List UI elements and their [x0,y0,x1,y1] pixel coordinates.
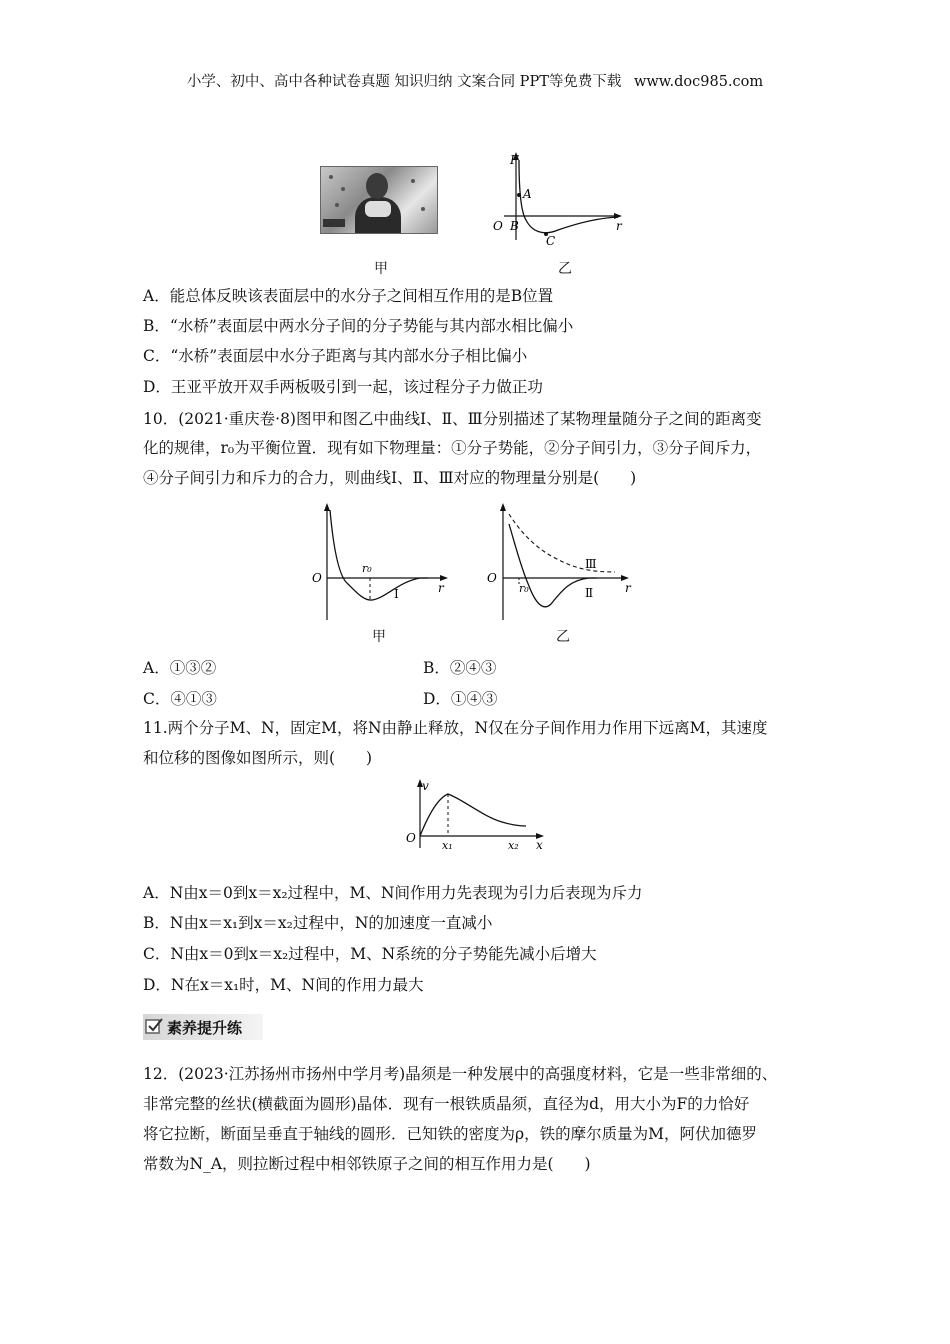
q10-fig-yi-caption: 乙 [556,629,570,645]
q10-graph-yi [485,500,635,622]
header-text: 小学、初中、高中各种试卷真题 知识归纳 文案合同 PPT等免费下载 [186,74,622,90]
q10-option-a: A．①③② [143,659,217,677]
q11-velocity-graph [402,776,552,856]
q9-fig-jia-caption: 甲 [374,261,388,277]
header-url[interactable]: www.doc985.com [633,74,764,90]
q11-label-v: v [422,779,429,793]
q11-label-x2: x₂ [508,839,519,852]
q12-stem-line2: 非常完整的丝状(横截面为圆形)晶体．现有一根铁质晶须，直径为d，用大小为F的力恰好 [143,1095,750,1113]
q10-stem-line2: 化的规律，r₀为平衡位置．现有如下物理量：①分子势能，②分子间引力，③分子间斥力， [143,439,762,457]
space-photo-image [320,166,438,234]
q9-label-O: O [493,219,503,233]
q9-force-graph [488,150,628,245]
q11-label-O: O [406,831,416,845]
q9-label-B: B [510,219,519,233]
page-header [0,70,950,91]
q10-option-c: C．④①③ [143,690,217,708]
q10-fig-jia-caption: 甲 [372,629,386,645]
section-title: 素养提升练 [167,1019,243,1037]
q10-yi-label-O: O [487,571,497,585]
q9-option-c: C．“水桥”表面层中水分子距离与其内部水分子相比偏小 [143,347,528,365]
q10-stem-line1: 10．(2021·重庆卷·8)图甲和图乙中曲线Ⅰ、Ⅱ、Ⅲ分别描述了某物理量随分子之间的距离变 [143,410,762,428]
q10-jia-label-r: r [438,581,444,595]
q9-label-A: A [523,187,532,201]
q10-option-b: B．②④③ [423,659,497,677]
q10-stem-line3: ④分子间引力和斥力的合力，则曲线Ⅰ、Ⅱ、Ⅲ对应的物理量分别是( ) [143,469,637,487]
q10-jia-label-r0: r₀ [362,562,372,575]
q10-graph-jia [310,500,455,622]
q11-option-a: A．N由x＝0到x＝x₂过程中，M、N间作用力先表现为引力后表现为斥力 [143,884,643,902]
q10-yi-label-r: r [625,581,631,595]
q11-option-b: B．N由x＝x₁到x＝x₂过程中，N的加速度一直减小 [143,914,493,932]
q12-stem-line3: 将它拉断，断面呈垂直于轴线的圆形．已知铁的密度为ρ，铁的摩尔质量为M，阿伏加德罗 [143,1125,757,1143]
q11-option-c: C．N由x＝0到x＝x₂过程中，M、N系统的分子势能先减小后增大 [143,945,597,963]
q10-yi-label-II: Ⅱ [585,586,594,600]
q11-stem-line1: 11.两个分子M、N，固定M，将N由静止释放，N仅在分子间作用力作用下远离M，其速度 [143,719,768,737]
q9-label-r: r [616,219,622,233]
q11-option-d: D．N在x＝x₁时，M、N间的作用力最大 [143,976,424,994]
q10-option-d: D．①④③ [423,690,498,708]
q9-option-a: A．能总体反映该表面层中的水分子之间相互作用的是B位置 [143,287,554,305]
q9-label-F: F [510,153,519,167]
q9-option-b: B．“水桥”表面层中两水分子间的分子势能与其内部水相比偏小 [143,317,574,335]
q12-stem-line4: 常数为N_A，则拉断过程中相邻铁原子之间的相互作用力是( ) [143,1155,591,1173]
q12-stem-line1: 12．(2023·江苏扬州市扬州中学月考)晶须是一种发展中的高强度材料，它是一些非常细的、 [143,1065,778,1083]
q9-label-C: C [546,234,556,245]
q11-label-x: x [536,838,543,852]
q10-yi-label-r0: r₀ [519,582,529,595]
q10-jia-label-I: Ⅰ [394,587,399,601]
q10-jia-label-O: O [312,571,322,585]
section-banner [143,1014,263,1040]
q11-label-x1: x₁ [442,839,453,852]
q11-stem-line2: 和位移的图像如图所示，则( ) [143,749,373,767]
q10-yi-label-III: Ⅲ [585,557,597,571]
q9-option-d: D．王亚平放开双手两板吸引到一起，该过程分子力做正功 [143,378,543,396]
checkbox-check-icon [145,1017,163,1035]
q9-fig-yi-caption: 乙 [558,261,572,277]
